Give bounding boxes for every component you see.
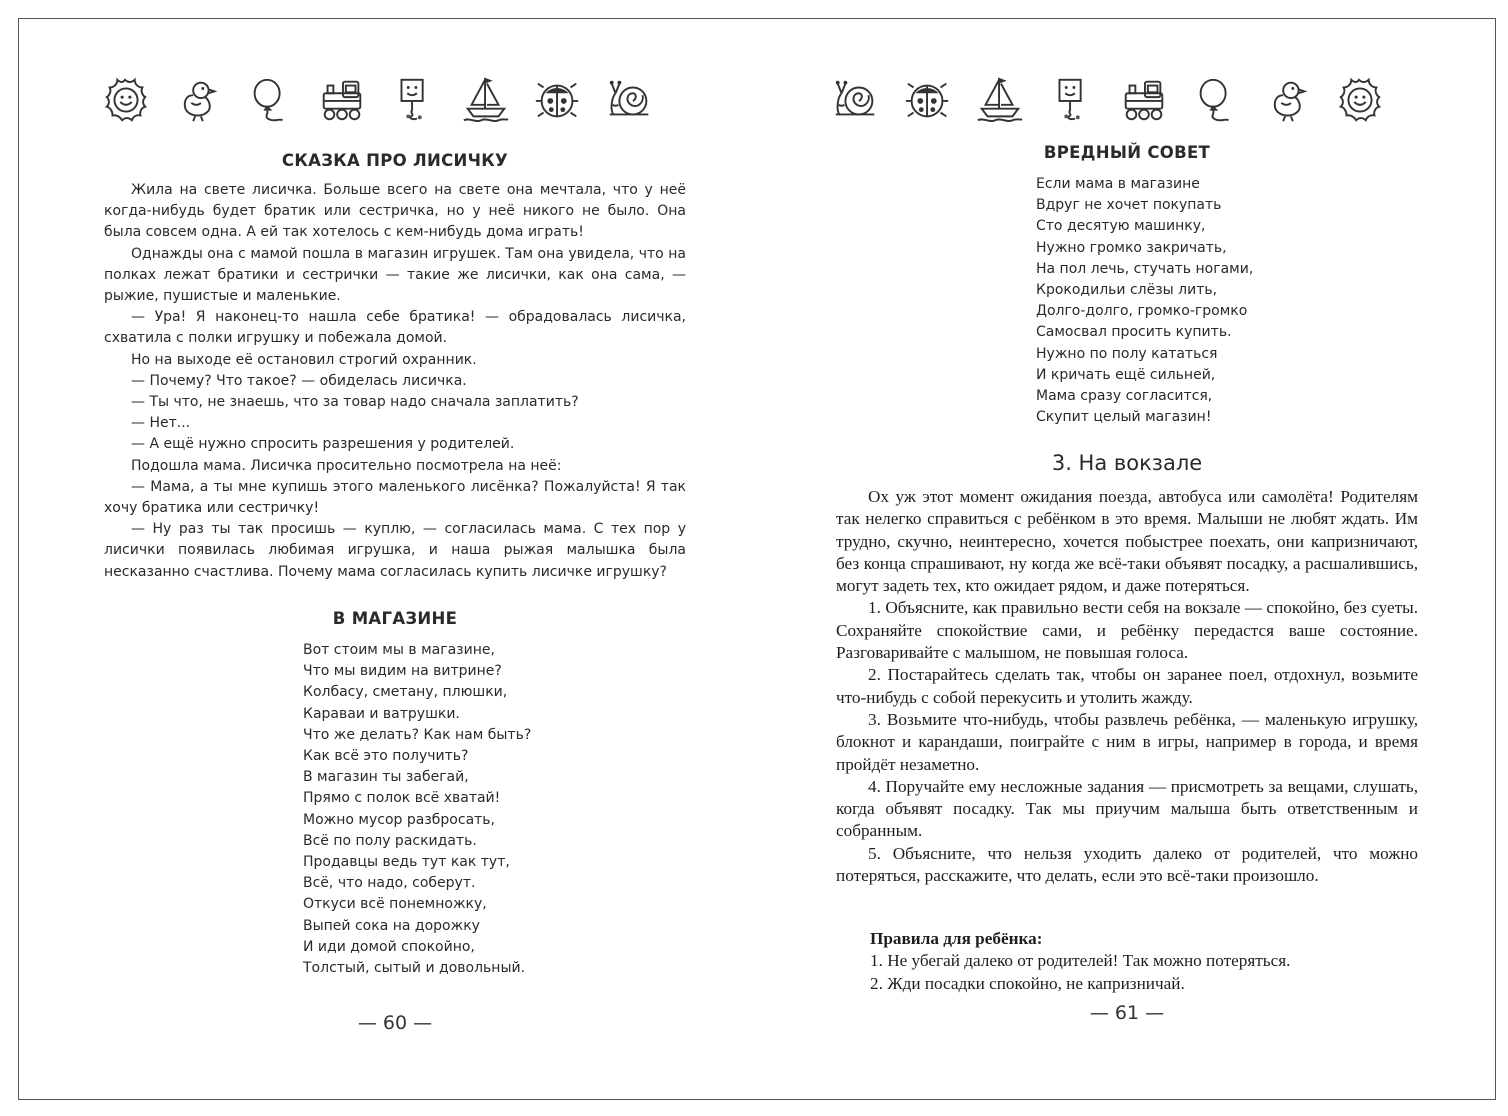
train-icon xyxy=(316,72,368,128)
poem-title: ВРЕДНЫЙ СОВЕТ xyxy=(1043,143,1211,162)
article-paragraph: Ох уж этот момент ожидания поезда, автобуса или самолёта! Родителям так нелегко справиться с ребёнком в это время. Малыши не любят ждать. Им трудно, скучно, неинтересно, хочется побыстрее поехать, они капризничают, без конца спрашивают, ну когда же всё-таки объявят посадку, а расшалившись, могут задеть тех, кто ожидает рядом, и даже потеряться. xyxy=(836,487,1418,596)
poem-line: Вот стоим мы в магазине, xyxy=(303,642,495,658)
story-paragraph: — А ещё нужно спросить разрешения у родителей. xyxy=(131,436,515,453)
poem-line: Выпей сока на дорожку xyxy=(303,917,480,934)
article-paragraph: 4. Поручайте ему несложные задания — присмотреть за вещами, слушать, когда объявят посадку. Так мы приучим малыша быть ответственным и собранным. xyxy=(836,776,1418,841)
ladybug-icon xyxy=(532,72,584,128)
rules-title: Правила для ребёнка: xyxy=(870,929,1043,948)
story-title: СКАЗКА ПРО ЛИСИЧКУ xyxy=(281,151,509,170)
article-text xyxy=(836,486,1418,887)
story-paragraph: — Ну раз ты так просишь — куплю, — согласилась мама. С тех пор у лисички появилась любимая игрушка, и наша рыжая малышка была несказанно счастлива. Почему мама согласилась купить лисичке игрушку? xyxy=(104,521,686,580)
poem-line: Караваи и ватрушки. xyxy=(303,705,460,722)
article-paragraph: 2. Постарайтесь сделать так, чтобы он заранее поел, отдохнул, возьмите что-нибудь с собой перекусить и утолить жажду. xyxy=(836,665,1418,707)
poem-line: Самосвал просить купить. xyxy=(1036,324,1232,341)
poem-line: Колбасу, сметану, плюшки, xyxy=(303,684,508,701)
story-paragraph: — Мама, а ты мне купишь этого маленького лисёнка? Пожалуйста! Я так хочу братика или сестричку! xyxy=(104,478,686,517)
poem-line: Всё по полу раскидать. xyxy=(303,832,477,849)
story-paragraph: — Почему? Что такое? — обиделась лисичка. xyxy=(131,372,467,389)
ladybug-icon xyxy=(902,72,954,128)
rule-item: 1. Не убегай далеко от родителей! Так можно потеряться. xyxy=(870,951,1291,971)
poem-line: Сто десятую машинку, xyxy=(1036,218,1206,235)
story-paragraph: Жила на свете лисичка. Больше всего на свете она мечтала, что у неё когда-нибудь будет братик или сестричка, но у неё никого не было. Она была совсем одна. А ей так хотелось с кем-нибудь дома играть! xyxy=(104,182,686,241)
train-icon xyxy=(1118,72,1170,128)
poem-line: Откуси всё понемножку, xyxy=(303,896,487,913)
story-paragraph: — Нет... xyxy=(131,415,191,432)
poem-line: Скупит целый магазин! xyxy=(1036,409,1212,426)
sailboat-icon xyxy=(460,72,512,128)
story-text xyxy=(104,180,686,583)
poem xyxy=(303,640,531,979)
icon-row xyxy=(830,72,1386,128)
poem-line: Можно мусор разбросать, xyxy=(303,811,496,828)
sailboat-icon xyxy=(974,72,1026,128)
poem-line: Продавцы ведь тут как тут, xyxy=(303,854,510,871)
icon-row xyxy=(100,72,656,128)
poem-line: Толстый, сытый и довольный. xyxy=(303,960,526,977)
story-paragraph: — Ура! Я наконец-то нашла себе братика! — обрадовалась лисичка, схватила с полки игрушку и побежала домой. xyxy=(104,309,686,347)
story-paragraph: — Ты что, не знаешь, что за товар надо сначала заплатить? xyxy=(131,394,579,411)
section-title: 3. На вокзале xyxy=(1051,451,1203,475)
chick-icon xyxy=(172,72,224,128)
article-paragraph: 3. Возьмите что-нибудь, чтобы развлечь ребёнка, — маленькую игрушку, блокнот и карандаши, поиграйте с ним в игры, например в города, и время пройдёт незаметно. xyxy=(836,709,1418,774)
page-number: — 61 — xyxy=(1089,1002,1165,1024)
poem xyxy=(1036,174,1253,428)
poem-line: Что же делать? Как нам быть? xyxy=(303,726,532,743)
poem-line: На пол лечь, стучать ногами, xyxy=(1036,260,1254,277)
poem-line: Что мы видим на витрине? xyxy=(303,663,502,680)
poem-line: В магазин ты забегай, xyxy=(303,769,469,786)
kite-icon xyxy=(1046,72,1098,128)
poem-line: Как всё это получить? xyxy=(303,748,469,765)
poem-line: Долго-долго, громко-громко xyxy=(1036,303,1248,320)
article-paragraph: 1. Объясните, как правильно вести себя на вокзале — спокойно, без суеты. Сохраняйте спокойствие сами, и ребёнку передастся ваше состояние. Разговаривайте с малышом, не повышая голоса. xyxy=(836,598,1418,663)
article-paragraph: 5. Объясните, что нельзя уходить далеко от родителей, что можно потеряться, расскажите, что делать, если это всё-таки произошло. xyxy=(836,843,1418,886)
balloon-icon xyxy=(1190,72,1242,128)
rules-block xyxy=(870,928,1430,995)
poem-line: Нужно громко закричать, xyxy=(1036,239,1227,256)
story-paragraph: Но на выходе её остановил строгий охранник. xyxy=(131,351,477,368)
chick-icon xyxy=(1262,72,1314,128)
balloon-icon xyxy=(244,72,296,128)
poem-line: Мама сразу согласится, xyxy=(1036,388,1213,405)
sun-icon xyxy=(100,72,152,128)
poem-line: Прямо с полок всё хватай! xyxy=(303,790,501,807)
kite-icon xyxy=(388,72,440,128)
poem-line: Крокодильи слёзы лить, xyxy=(1036,282,1218,299)
poem-line: И кричать ещё сильней, xyxy=(1036,366,1216,383)
rule-item: 2. Жди посадки спокойно, не капризничай. xyxy=(870,973,1185,993)
poem-line: Всё, что надо, соберут. xyxy=(303,875,476,892)
poem-line: И иди домой спокойно, xyxy=(303,938,475,955)
poem-line: Нужно по полу кататься xyxy=(1036,345,1218,362)
poem-title: В МАГАЗИНЕ xyxy=(332,609,458,628)
right-page xyxy=(754,0,1508,1116)
snail-icon xyxy=(604,72,656,128)
story-paragraph: Однажды она с мамой пошла в магазин игрушек. Там она увидела, что на полках лежат братики и сестрички — такие же лисички, как она сама, — рыжие, пушистые и маленькие. xyxy=(104,245,686,305)
poem-line: Если мама в магазине xyxy=(1036,176,1200,192)
snail-icon xyxy=(830,72,882,128)
poem-line: Вдруг не хочет покупать xyxy=(1036,197,1222,214)
story-paragraph: Подошла мама. Лисичка просительно посмотрела на неё: xyxy=(131,457,562,474)
sun-icon xyxy=(1334,72,1386,128)
page-number: — 60 — xyxy=(357,1012,433,1034)
